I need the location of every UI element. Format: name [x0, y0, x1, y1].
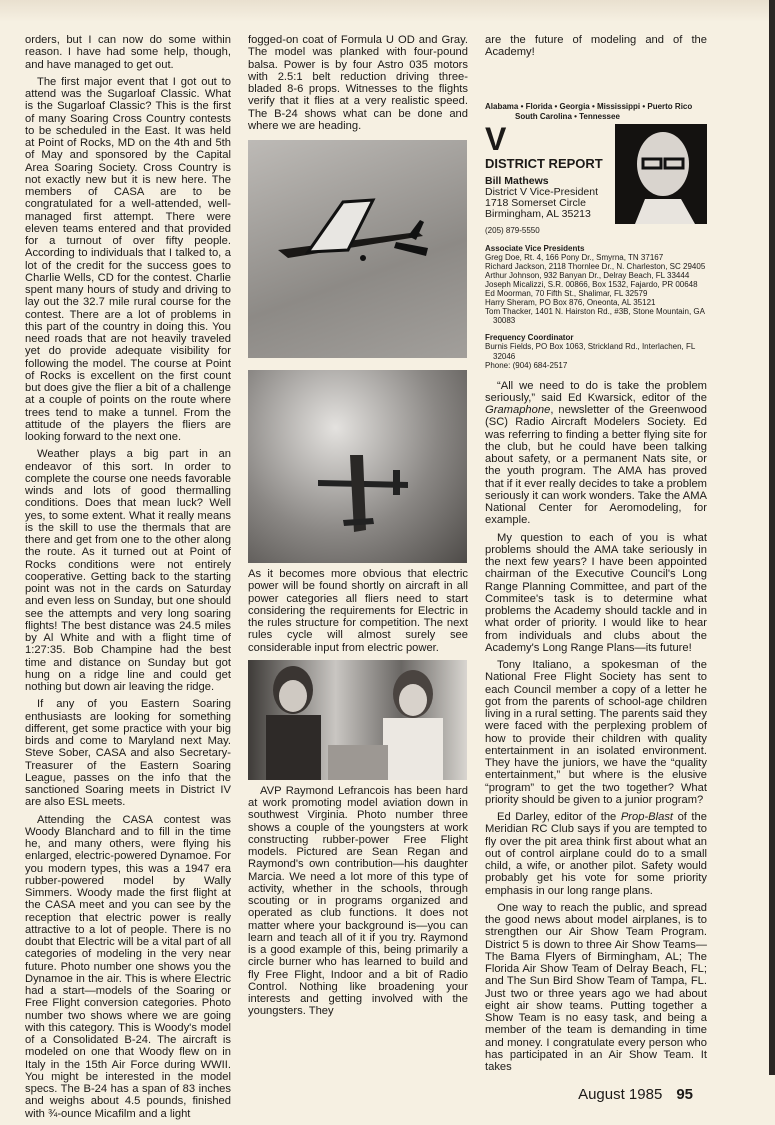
- vp-address: [485, 176, 610, 220]
- paragraph: orders, but I can now do some within reason. I have had some help, though, and have managed to get out.: [25, 34, 231, 71]
- district-report-header: [485, 102, 707, 236]
- avp-entry: Joseph Micalizzi, S.R. 00866, Box 1532, Fajardo, PR 00648: [485, 279, 698, 289]
- vp-role: District V Vice-President: [485, 185, 599, 198]
- vp-phone: (205) 879-5550: [485, 225, 540, 235]
- paragraph: My question to each of you is what problems should the AMA take seriously in the next few years? I have been appointed chairman of the Executive Council's Long Range Planning Committee, and part of the Commitee's task is to determine what problems the Academy should tackle and in what order of priority. I would like to hear from individuals and clubs about the Academy's Long Range Plans—its future!: [485, 531, 707, 654]
- freq-heading: Frequency Coordinator: [485, 333, 574, 343]
- issue-date: August 1985: [578, 1086, 663, 1104]
- text: “All we need to do is take the problem seriously,” said Ed Kwarsick, editor of the: [485, 379, 707, 404]
- district-states: [485, 102, 707, 122]
- paragraph: [485, 811, 707, 897]
- paragraph: [485, 380, 707, 527]
- states-line: South Carolina • Tennessee: [515, 111, 620, 121]
- associate-vps: [485, 244, 707, 326]
- page-footer: [485, 1078, 707, 1104]
- paragraph: Tony Italiano, a spokesman of the National Free Flight Society has sent to each Council member a copy of a letter he got from the parents of school-age children living in a rural setting. The parents said they were faced with the perplexing problem of how to provide their children with quality entertainment in an isolated environment. They have the juniors, we have the “quality entertainment,” but where is the elusive “program” to get the two together? What priority should be given to a junior program?: [485, 659, 707, 806]
- avp-entry: Arthur Johnson, 932 Banyan Dr., Delray Beach, FL 33444: [485, 270, 690, 280]
- paragraph: AVP Raymond Lefrancois has been hard at work promoting model aviation down in southwest Virginia. Photo number three shows a couple of the youngsters at work constructing rubber-power Free Flight models. Pictured are Sean Regan and Raymond's own contribution—his daughter Marcia. We need a lot more of this type of activity, whether in the schools, through scouting or in programs organized and operated as club functions. It does not matter where your background is—you can learn and teach all of it if you try. Raymond is a good example of this, being primarily a circle burner who has learned to build and fly Free Flight, Indoor and a bit of Radio Control. Nothing like broadening your interests and getting involved with the youngsters. They: [248, 784, 468, 1018]
- paragraph: fogged-on coat of Formula U OD and Gray. The model was planked with four-pound balsa. Power is by four Astro 035 motors with 2.5:1 belt reduction driving three-bladed 8-6 props. Witnesses to the flights verify that it flies at a very realistic speed. The B-24 shows what can be done and where we are heading.: [248, 34, 468, 132]
- avp-entry: Greg Doe, Rt. 4, 166 Pony Dr., Smyrna, TN 37167: [485, 252, 664, 262]
- paragraph: As it becomes more obvious that electric power will be found shortly on aircraft in all power categories all fliers need to start considering the requirements for Electric in the rules structure for competition. The next rules cycle will almost surely see considerable input from electric power.: [248, 568, 468, 654]
- frequency-coordinator: [485, 333, 707, 369]
- avp-entry: Ed Moorman, 70 Fifth St., Shalimar, FL 32579: [485, 288, 648, 298]
- photo-bill-mathews: [615, 124, 707, 224]
- section-title: DISTRICT REPORT: [485, 155, 603, 171]
- photo-b24-model: [248, 370, 467, 563]
- page-top-shading: [0, 0, 775, 22]
- avp-heading: Associate Vice Presidents: [485, 243, 585, 253]
- newsletter-title: Gramaphone: [485, 404, 551, 417]
- paragraph: If any of you Eastern Soaring enthusiasts are looking for something different, get some practice with your big birds and come to Maryland next May. Steve Sober, CASA and also Secretary-Treasurer of the Eastern Soaring League, passes on the info that the sanctioned Soaring meets in District IV are also ESL meets.: [25, 698, 231, 809]
- paragraph: One way to reach the public, and spread the good news about model airplanes, is to strengthen our Air Show Team Program. District 5 is down to three Air Show Teams—The Bama Flyers of Birmingham, AL; The Florida Air Show Team of Delray Beach, FL; and The Sun Bird Show Team of Tampa, FL. Just two or three years ago we had about eight air show teams. Putting together a Show Team is no easy task, and being a member of the team is demanding in time and money. I congratulate every person who has participated in an Air Show Team. It takes: [485, 901, 707, 1074]
- paragraph: The first major event that I got out to attend was the Sugarloaf Classic. What is the Sugarloaf Classic? This is the first of many Soaring Cross Country contests to be scheduled in the East. It was held at Point of Rocks, MD on the 4th and 5th of May and sponsored by the Capital Area Soaring Society. Cross Country is not exactly new but it is new here. The members of CASA are to be congratulated for a well-attended, well-managed first attempt. There were eleven teams entered and that provided for a turnout of over fifty people. According to individuals that I talked to, a lot of the credit for the success goes to Charlie Wells, CD for the contest. Charlie spent many hours of study and driving to lay out the 32.7 mile rural course for the contest. There are a lot of problems in this part of the country in doing this. You need roads that are not heavily traveled yet do provide adequate visibility for following the model. The course at Point of Rocks is excellent on the first count but does give the flier a bit of a challenge at a couple of points on the route where trees tend to make a tunnel. From the attitude of the players the fliers are looking forward to the next one.: [25, 75, 231, 443]
- column-2: [248, 34, 468, 1023]
- vp-name: Bill Mathews: [485, 174, 549, 187]
- district-header-left: [485, 120, 610, 172]
- column-3: [485, 34, 707, 1104]
- vp-city: Birmingham, AL 35213: [485, 207, 591, 220]
- states-line: Alabama • Florida • Georgia • Mississippi • Puerto Rico: [485, 101, 693, 111]
- avp-entry: Tom Thacker, 1401 N. Hairston Rd., #3B, Stone Mountain, GA 30083: [485, 307, 705, 326]
- photo-dynamoe-in-flight: [248, 140, 467, 358]
- paragraph: are the future of modeling and of the Academy!: [485, 34, 707, 59]
- page-edge: [769, 0, 775, 1075]
- text: Ed Darley, editor of the: [497, 811, 621, 824]
- text: of the Meridian RC Club says if you are tempted to fly over the pit area think first about what an out of control airplane could do to a small child, a wife, or another pilot. Safety would probably get his vote for some priority emphasis in our long range plans.: [485, 811, 707, 897]
- paragraph: Attending the CASA contest was Woody Blanchard and to fill in the time he, and many others, were flying his enlarged, electric-powered Dynamoe. For you modern types, this was a 1947 era rubber-powered model by Wally Simmers. Woody made the first flight at the CASA meet and you can see by the reception that electric power is really attractive to a lot of people. There is no doubt that Electric will be a vital part of all categories of modeling in the very near future. Photo number one shows you the Dynamoe in the air. This is where Electric had a start—models of the Soaring or Free Flight conversion categories. Photo number two shows where we are going with this category. This is Woody's model of a Consolidated B-24. The aircraft is modeled on one that Woody flew on in Italy in the 15th Air Force during WWII. You might be interested in the model specs. The B-24 has a span of 83 inches and weighs about 4.5 pounds, finished with ¾-ounce Micafilm and a light: [25, 813, 231, 1120]
- freq-phone: Phone: (904) 684-2517: [485, 360, 568, 370]
- newsletter-title: Prop-Blast: [620, 811, 674, 824]
- freq-address: Burnis Fields, PO Box 1063, Strickland Rd., Interlachen, FL 32046: [485, 342, 696, 361]
- district-numeral: V: [485, 120, 507, 157]
- column-1: [25, 34, 231, 1125]
- column-3-body: [485, 380, 707, 1079]
- avp-entry: Harry Sheram, PO Box 876, Oneonta, AL 35121: [485, 298, 656, 308]
- photo-youngsters-building-models: [248, 660, 467, 780]
- vp-street: 1718 Somerset Circle: [485, 196, 586, 209]
- page-number: 95: [676, 1086, 693, 1104]
- text: , newsletter of the Greenwood (SC) Radio Aircraft Modelers Society. Ed was referring to finding a better flying site for the club, but he could have been talking about safety, or a permanent Nats site, or the youth program. The AMA has proved that if it ever really decides to take a problem seriously it can work wonders. Take the AMA National Center for Aeromodeling, for example.: [485, 404, 707, 527]
- avp-entry: Richard Jackson, 2118 Thornlee Dr., N. Charleston, SC 29405: [485, 261, 706, 271]
- paragraph: Weather plays a big part in an endeavor of this sort. In order to complete the course one needs favorable winds and lots of good thermalling conditions. Does that mean luck? Well yes, to some extent. What it really means is the skill to use the thermals that are there and get from one to the other along the route. As it turned out at Point of Rocks conditions were not entirely cooperative. Getting back to the starting point was not in the cards on Saturday and even less on Sunday, but one should see the attempts and very long soaring flights! The best distance was 24.5 miles by Al White and with a flight time of 1:27:35. Bob Champine had the best time and distance on Sunday but got hung on a ridge line and could get nothing but down air leaving the ridge.: [25, 448, 231, 693]
